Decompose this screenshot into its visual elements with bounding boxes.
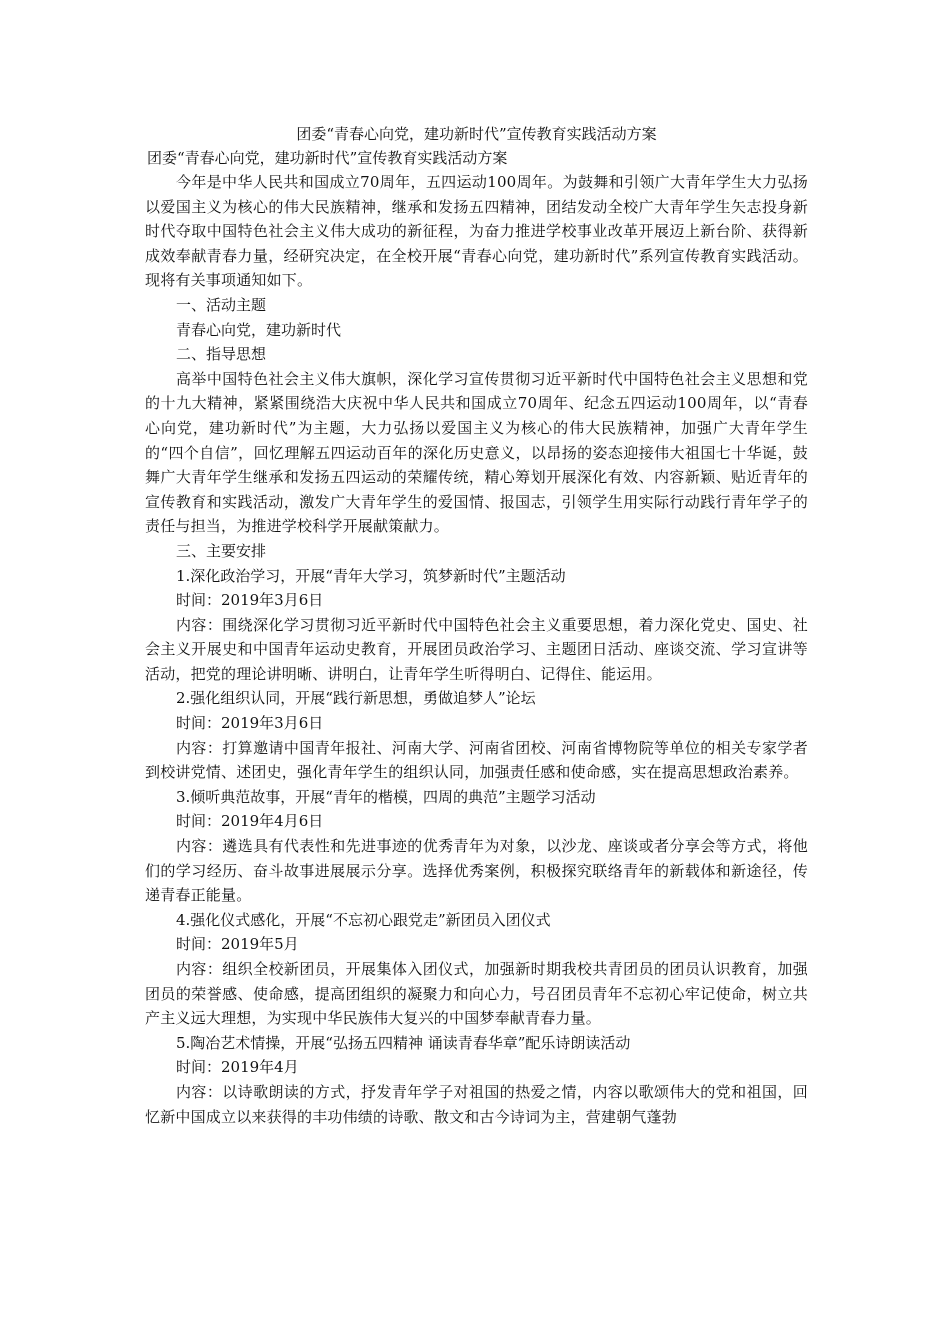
item-3-heading: 3.倾听典范故事，开展“青年的楷模，四周的典范”主题学习活动 <box>176 787 596 806</box>
section-2-body: 高举中国特色社会主义伟大旗帜，深化学习宣传贯彻习近平新时代中国特色社会主义思想和党的十九大精神，紧紧围绕浩大庆祝中华人民共和国成立70周年、纪念五四运动100周年，以“青春心向党，建功新时代”为主题，大力弘扬以爱国主义为核心的伟大民族精神，加强广大青年学生的“四个自信”，回忆理解五四运动百年的深化历史意义，以昂扬的姿态迎接伟大祖国七十华诞，鼓舞广大青年学生继承和发扬五四运动的荣耀传统，精心筹划开展深化有效、内容新颖、贴近青年的宣传教育和实践活动，激发广大青年学生的爱国情、报国志，引领学生用实际行动践行青年学子的责任与担当，为推进学校科学开展献策献力。 <box>145 369 808 536</box>
item-5-time: 时间：2019年4月 <box>176 1058 299 1077</box>
item-2-content: 内容：打算邀请中国青年报社、河南大学、河南省团校、河南省博物院等单位的相关专家学者到校讲党情、述团史，强化青年学生的组织认同，加强责任感和使命感，实在提高思想政治素养。 <box>145 738 808 782</box>
item-1-content: 内容：围绕深化学习贯彻习近平新时代中国特色社会主义重要思想，着力深化党史、国史、社会主义开展史和中国青年运动史教育，开展团员政治学习、主题团日活动、座谈交流、学习宣讲等活动，把党的理论讲明晰、讲明白，让青年学生听得明白、记得住、能运用。 <box>145 615 808 683</box>
item-2-time: 时间：2019年3月6日 <box>176 714 324 733</box>
section-1-heading: 一、活动主题 <box>176 295 267 314</box>
item-3-time: 时间：2019年4月6日 <box>176 812 324 831</box>
section-2-heading: 二、指导思想 <box>176 345 267 364</box>
item-4-time: 时间：2019年5月 <box>176 935 299 954</box>
item-3-content: 内容：遴选具有代表性和先进事迹的优秀青年为对象，以沙龙、座谈或者分享会等方式，将他们的学习经历、奋斗故事进展展示分享。选择优秀案例，积极探究联络青年的新载体和新途径，传递青春正能量。 <box>145 837 808 905</box>
document-title: 团委“青春心向党，建功新时代”宣传教育实践活动方案 <box>296 125 657 143</box>
intro-paragraph: 今年是中华人民共和国成立70周年，五四运动100周年。为鼓舞和引领广大青年学生大力弘扬以爱国主义为核心的伟大民族精神，继承和发扬五四精神，团结发动全校广大青年学生矢志投身新时代夺取中国特色社会主义伟大成功的新征程，为奋力推进学校事业改革开展迈上新台阶、获得新成效奉献青春力量，经研究决定，在全校开展“青春心向党，建功新时代”系列宣传教育实践活动。现将有关事项通知如下。 <box>145 173 808 290</box>
section-1-body: 青春心向党，建功新时代 <box>176 320 342 339</box>
section-3-heading: 三、主要安排 <box>176 541 267 560</box>
item-5-content: 内容：以诗歌朗读的方式，抒发青年学子对祖国的热爱之情，内容以歌颂伟大的党和祖国，回忆新中国成立以来获得的丰功伟绩的诗歌、散文和古今诗词为主，营建朝气蓬勃 <box>145 1082 808 1126</box>
document-page <box>145 122 808 1129</box>
item-4-content: 内容：组织全校新团员，开展集体入团仪式，加强新时期我校共青团员的团员认识教育，加强团员的荣誉感、使命感，提高团组织的凝聚力和向心力，号召团员青年不忘初心牢记使命，树立共产主义远大理想，为实现中华民族伟大复兴的中国梦奉献青春力量。 <box>145 960 808 1028</box>
item-1-time: 时间：2019年3月6日 <box>176 591 324 610</box>
item-1-heading: 1.深化政治学习，开展“青年大学习，筑梦新时代”主题活动 <box>176 566 566 585</box>
item-4-heading: 4.强化仪式感化，开展“不忘初心跟党走”新团员入团仪式 <box>176 910 551 929</box>
item-2-heading: 2.强化组织认同，开展“践行新思想，勇做追梦人”论坛 <box>176 689 536 708</box>
item-5-heading: 5.陶冶艺术情操，开展“弘扬五四精神 诵读青春华章”配乐诗朗读活动 <box>176 1033 631 1052</box>
document-subtitle: 团委“青春心向党，建功新时代”宣传教育实践活动方案 <box>147 149 508 167</box>
